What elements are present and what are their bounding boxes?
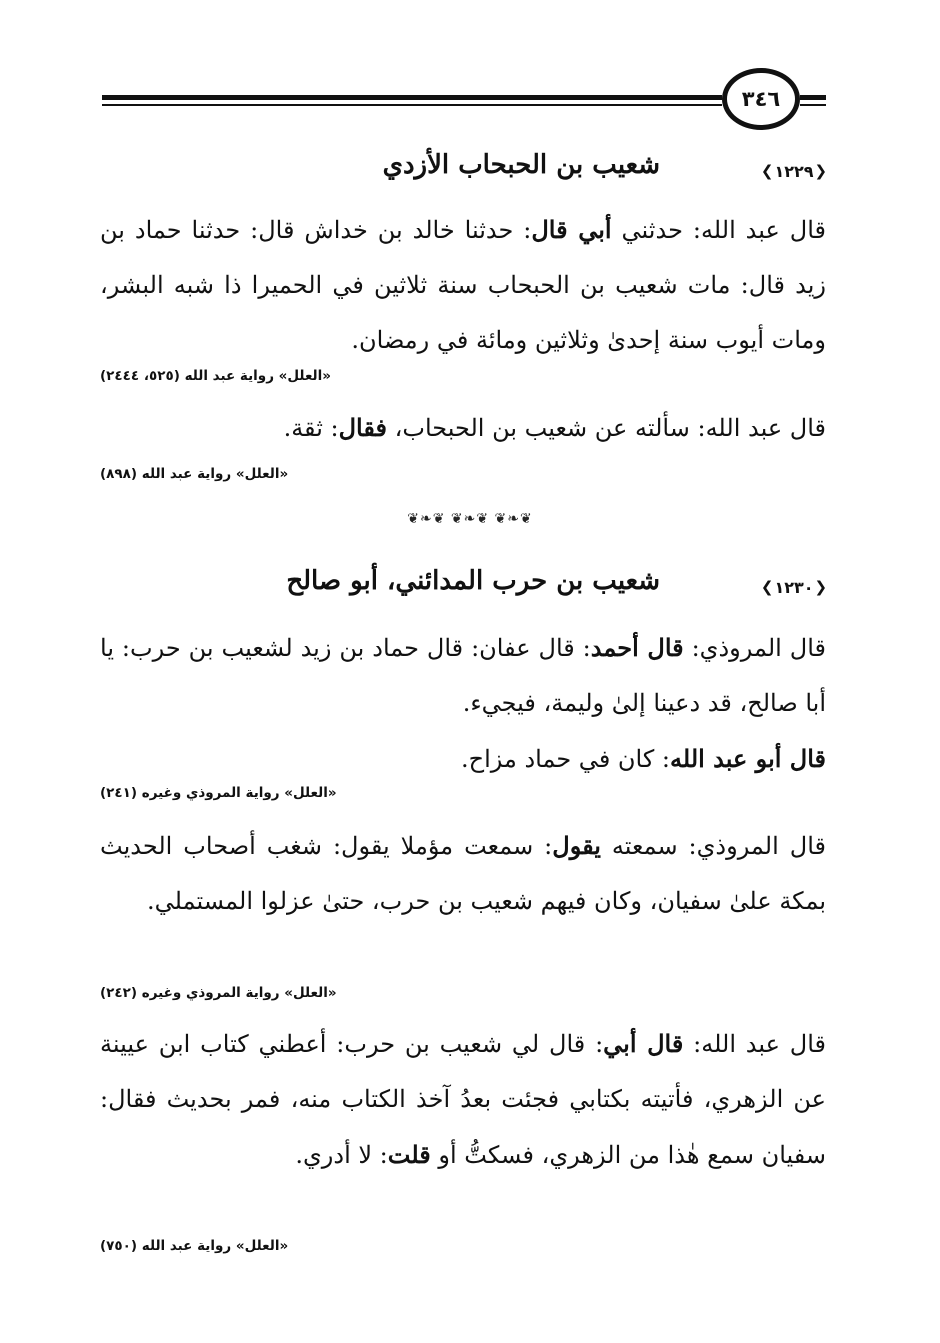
- entry-number-badge: [758, 568, 830, 606]
- paragraph: قال عبد الله: سألته عن شعيب بن الحبحاب، فقال: ثقة.: [283, 413, 826, 442]
- paragraph: قال عبد الله: حدثني أبي قال: حدثنا خالد بن خداش قال: حدثنا حماد بن زيد قال: مات شعيب بن الحبحاب سنة ثلاثين في الحميرا ذا شبه البشر، ومات أيوب سنة إحدىٰ وثلاثين ومائة في رمضان.: [100, 215, 827, 354]
- entry-title: شعيب بن حرب المدائني، أبو صالح: [286, 566, 660, 596]
- header-rule-thick: [102, 95, 722, 100]
- source-citation: «العلل» رواية عبد الله (٥٢٥، ٢٤٤٤): [100, 368, 331, 384]
- paragraph: قال المروذي: سمعته يقول: سمعت مؤملا يقول: شغب أصحاب الحديث بمكة علىٰ سفيان، وكان فيهم شعيب بن حرب، حتىٰ عزلوا المستملي.: [100, 831, 826, 915]
- ornament-icon: ❯: [760, 162, 774, 180]
- entry-number-badge: [758, 152, 830, 190]
- entry-heading: [100, 150, 830, 196]
- entry-heading: [100, 566, 830, 612]
- source-citation: «العلل» رواية المروذي وغيره (٢٤٢): [100, 985, 337, 1001]
- paragraph: قال عبد الله: قال أبي: قال لي شعيب بن حرب: أعطني كتاب ابن عيينة عن الزهري، فأتيته بكتابي فجئت بعدُ آخذ الكتاب منه، فمر بحديث فقال: سفيان سمع هٰذا من الزهري، فسكتُّ أو قلت: لا أدري.: [100, 1029, 826, 1169]
- ornament-icon: ❮: [814, 578, 828, 596]
- paragraph: قال المروذي: قال أحمد: قال عفان: قال حماد بن زيد لشعيب بن حرب: يا أبا صالح، قد دعينا إلىٰ وليمة، فيجيء. قال أبو عبد الله: كان في حماد مزاح.: [100, 633, 826, 773]
- source-citation: «العلل» رواية عبد الله (٨٩٨): [100, 466, 289, 482]
- header-rule-thin: [102, 104, 722, 106]
- ornament-icon: ❮: [814, 162, 828, 180]
- header-rule-right-thin: [800, 104, 826, 106]
- source-citation: «العلل» رواية المروذي وغيره (٢٤١): [100, 785, 337, 801]
- header-rule-right-thick: [800, 95, 826, 100]
- source-citation: «العلل» رواية عبد الله (٧٥٠): [100, 1238, 289, 1254]
- ornament-icon: ❯: [760, 578, 774, 596]
- entry-number: ١٢٣٠: [774, 577, 814, 597]
- section-divider: ❦❧❦ ❦❧❦ ❦❧❦: [407, 511, 533, 527]
- entry-number: ١٢٢٩: [774, 161, 814, 181]
- entry-title: شعيب بن الحبحاب الأزدي: [382, 150, 660, 180]
- page-number: ٣٤٦: [722, 68, 800, 130]
